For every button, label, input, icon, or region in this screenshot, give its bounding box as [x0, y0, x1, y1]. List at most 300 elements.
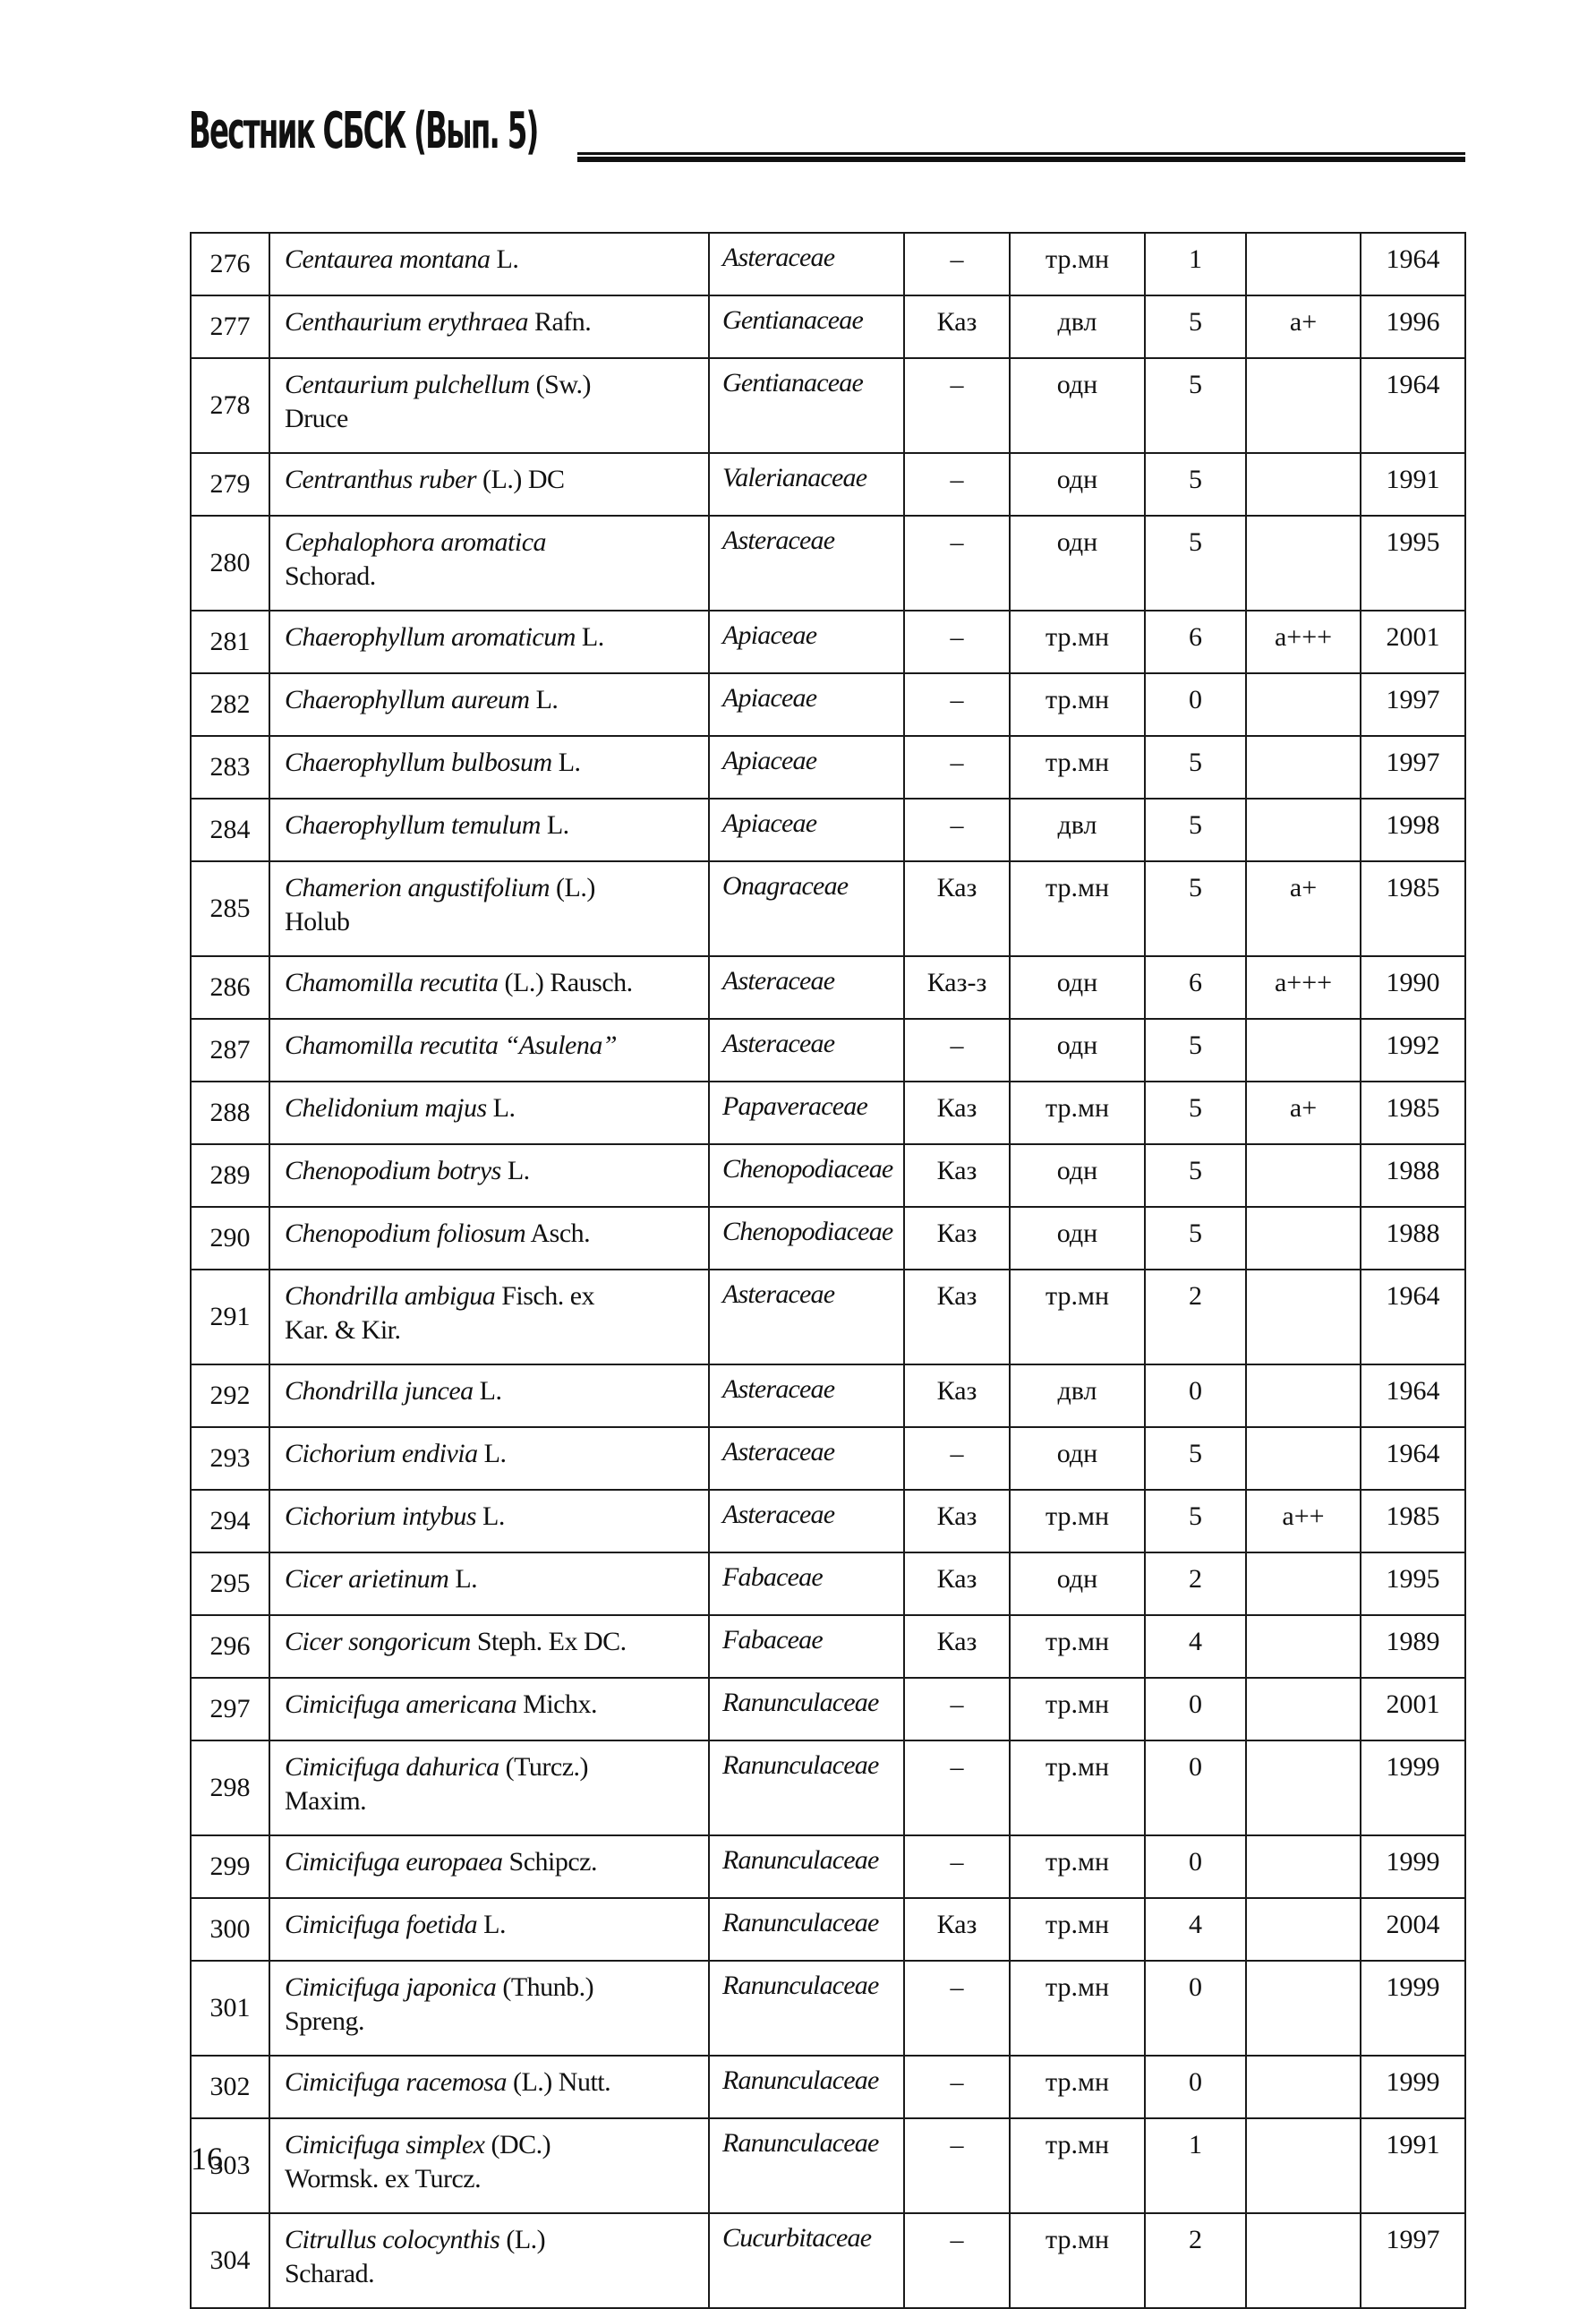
species-name: [269, 956, 709, 1019]
life-form: тр.мн: [1010, 1082, 1145, 1144]
species-name: [269, 1961, 709, 2056]
activity: [1246, 1144, 1361, 1207]
activity: [1246, 1898, 1361, 1961]
activity: [1246, 1678, 1361, 1740]
activity: [1246, 453, 1361, 516]
species-author-line2: Holub: [285, 907, 350, 936]
activity: [1246, 1835, 1361, 1898]
activity: [1246, 358, 1361, 453]
year: 1990: [1361, 956, 1465, 1019]
row-number: 286: [191, 956, 269, 1019]
family-name: Fabaceae: [709, 1552, 904, 1615]
year: 2004: [1361, 1898, 1465, 1961]
score: 5: [1145, 1082, 1246, 1144]
region-status: Каз: [904, 1615, 1010, 1678]
species-latin-name: Chenopodium botrys: [285, 1156, 501, 1185]
family-name: Asteraceae: [709, 233, 904, 295]
region-status: Каз: [904, 1144, 1010, 1207]
region-status: –: [904, 453, 1010, 516]
region-status: –: [904, 1678, 1010, 1740]
region-status: Каз: [904, 1082, 1010, 1144]
species-author: L.: [448, 1564, 478, 1594]
species-name: [269, 736, 709, 799]
species-latin-name: Cicer songoricum: [285, 1627, 471, 1656]
life-form: тр.мн: [1010, 1835, 1145, 1898]
activity: [1246, 1427, 1361, 1490]
year: 1996: [1361, 295, 1465, 358]
year: 1997: [1361, 736, 1465, 799]
region-status: Каз: [904, 1898, 1010, 1961]
score: 2: [1145, 1552, 1246, 1615]
row-number: 276: [191, 233, 269, 295]
row-number: 283: [191, 736, 269, 799]
family-name: Asteraceae: [709, 1019, 904, 1082]
family-name: Ranunculaceae: [709, 1961, 904, 2056]
species-latin-name: Chenopodium foliosum: [285, 1219, 526, 1248]
row-number: 295: [191, 1552, 269, 1615]
score: 5: [1145, 453, 1246, 516]
table-row: [191, 1615, 1465, 1678]
table-row: [191, 1019, 1465, 1082]
species-latin-name: Chondrilla ambigua: [285, 1281, 496, 1311]
score: 4: [1145, 1898, 1246, 1961]
score: 5: [1145, 1207, 1246, 1270]
score: 0: [1145, 2056, 1246, 2118]
species-name: [269, 233, 709, 295]
species-author: L.: [500, 1156, 530, 1185]
species-author: (L.) DC: [476, 465, 565, 494]
life-form: тр.мн: [1010, 861, 1145, 956]
activity: a+: [1246, 861, 1361, 956]
activity: [1246, 1615, 1361, 1678]
row-number: 289: [191, 1144, 269, 1207]
activity: [1246, 1207, 1361, 1270]
species-author: L.: [540, 810, 569, 840]
life-form: одн: [1010, 358, 1145, 453]
region-status: –: [904, 2056, 1010, 2118]
score: 5: [1145, 1427, 1246, 1490]
year: 1964: [1361, 358, 1465, 453]
species-name: [269, 861, 709, 956]
species-author: (Thunb.): [496, 1972, 594, 2002]
activity: [1246, 736, 1361, 799]
family-name: Gentianaceae: [709, 358, 904, 453]
species-latin-name: Chaerophyllum aureum: [285, 685, 530, 714]
life-form: двл: [1010, 799, 1145, 861]
family-name: Asteraceae: [709, 1270, 904, 1364]
family-name: Apiaceae: [709, 799, 904, 861]
activity: [1246, 1364, 1361, 1427]
species-latin-name: Chamerion angustifolium: [285, 873, 550, 902]
species-author: L.: [490, 244, 519, 274]
region-status: –: [904, 736, 1010, 799]
species-author: (L.): [550, 873, 595, 902]
species-latin-name: Centaurium pulchellum: [285, 370, 530, 399]
row-number: 278: [191, 358, 269, 453]
year: 1999: [1361, 1835, 1465, 1898]
year: 1988: [1361, 1207, 1465, 1270]
table-row: [191, 2056, 1465, 2118]
region-status: –: [904, 673, 1010, 736]
activity: [1246, 1961, 1361, 2056]
species-name: [269, 2213, 709, 2308]
region-status: –: [904, 2213, 1010, 2308]
header-rule-thick: [577, 157, 1465, 162]
score: 5: [1145, 516, 1246, 611]
species-name: [269, 1364, 709, 1427]
table-row: [191, 1961, 1465, 2056]
family-name: Ranunculaceae: [709, 2118, 904, 2213]
year: 1985: [1361, 1082, 1465, 1144]
life-form: двл: [1010, 295, 1145, 358]
table-row: [191, 1270, 1465, 1364]
species-name: [269, 453, 709, 516]
table-row: [191, 861, 1465, 956]
table-row: [191, 295, 1465, 358]
region-status: –: [904, 1835, 1010, 1898]
species-name: [269, 295, 709, 358]
year: 1964: [1361, 233, 1465, 295]
year: 1999: [1361, 1961, 1465, 2056]
life-form: одн: [1010, 1144, 1145, 1207]
year: 1999: [1361, 2056, 1465, 2118]
score: 5: [1145, 799, 1246, 861]
score: 5: [1145, 861, 1246, 956]
region-status: –: [904, 2118, 1010, 2213]
journal-title: Вестник СБСК (Вып. 5): [189, 102, 538, 160]
life-form: тр.мн: [1010, 2213, 1145, 2308]
life-form: одн: [1010, 956, 1145, 1019]
species-name: [269, 799, 709, 861]
life-form: тр.мн: [1010, 1740, 1145, 1835]
family-name: Apiaceae: [709, 611, 904, 673]
table-row: [191, 2118, 1465, 2213]
species-author: L.: [476, 1501, 505, 1531]
species-latin-name: Cimicifuga europaea: [285, 1847, 503, 1877]
table-row: [191, 2213, 1465, 2308]
year: 1997: [1361, 673, 1465, 736]
life-form: тр.мн: [1010, 2118, 1145, 2213]
year: 1985: [1361, 1490, 1465, 1552]
activity: [1246, 1552, 1361, 1615]
year: 1997: [1361, 2213, 1465, 2308]
species-name: [269, 1678, 709, 1740]
species-latin-name: Cimicifuga japonica: [285, 1972, 497, 2002]
row-number: 291: [191, 1270, 269, 1364]
table-row: [191, 673, 1465, 736]
species-name: [269, 1552, 709, 1615]
region-status: –: [904, 1961, 1010, 2056]
activity: [1246, 673, 1361, 736]
year: 1991: [1361, 453, 1465, 516]
species-latin-name: Chamomilla recutita: [285, 968, 499, 997]
species-author: Schipcz.: [502, 1847, 597, 1877]
region-status: –: [904, 358, 1010, 453]
species-name: [269, 1898, 709, 1961]
life-form: одн: [1010, 1552, 1145, 1615]
table-row: [191, 956, 1465, 1019]
species-name: [269, 1427, 709, 1490]
life-form: одн: [1010, 1207, 1145, 1270]
region-status: Каз: [904, 1207, 1010, 1270]
year: 1999: [1361, 1740, 1465, 1835]
year: 1991: [1361, 2118, 1465, 2213]
score: 5: [1145, 295, 1246, 358]
species-latin-name: Centaurea montana: [285, 244, 491, 274]
table-row: [191, 233, 1465, 295]
family-name: Chenopodiaceae: [709, 1207, 904, 1270]
score: 0: [1145, 1678, 1246, 1740]
species-latin-name: Chaerophyllum bulbosum: [285, 748, 552, 777]
species-name: [269, 2118, 709, 2213]
life-form: одн: [1010, 1019, 1145, 1082]
year: 2001: [1361, 611, 1465, 673]
activity: [1246, 2056, 1361, 2118]
score: 5: [1145, 1019, 1246, 1082]
year: 1964: [1361, 1270, 1465, 1364]
table-row: [191, 1144, 1465, 1207]
species-author: Rafn.: [527, 307, 592, 337]
region-status: Каз: [904, 1364, 1010, 1427]
species-author-line2: Schorad.: [285, 561, 376, 591]
row-number: 302: [191, 2056, 269, 2118]
score: 5: [1145, 1144, 1246, 1207]
score: 5: [1145, 358, 1246, 453]
species-table-body: [191, 233, 1465, 2308]
header-rule-thin: [577, 152, 1465, 155]
activity: a+++: [1246, 956, 1361, 1019]
table-row: [191, 1552, 1465, 1615]
species-latin-name: Centranthus ruber: [285, 465, 477, 494]
species-name: [269, 1144, 709, 1207]
life-form: тр.мн: [1010, 233, 1145, 295]
family-name: Ranunculaceae: [709, 1678, 904, 1740]
species-author: (DC.): [484, 2130, 551, 2159]
score: 2: [1145, 2213, 1246, 2308]
species-author: (L.) Nutt.: [506, 2067, 611, 2097]
species-name: [269, 1490, 709, 1552]
year: 1989: [1361, 1615, 1465, 1678]
family-name: Asteraceae: [709, 956, 904, 1019]
species-author-line2: Wormsk. ex Turcz.: [285, 2164, 482, 2194]
activity: [1246, 1270, 1361, 1364]
table-row: [191, 1207, 1465, 1270]
row-number: 280: [191, 516, 269, 611]
family-name: Valerianaceae: [709, 453, 904, 516]
species-author: (L.) Rausch.: [498, 968, 633, 997]
region-status: Каз: [904, 861, 1010, 956]
region-status: Каз: [904, 1270, 1010, 1364]
row-number: 292: [191, 1364, 269, 1427]
species-latin-name: Centhaurium erythraea: [285, 307, 528, 337]
species-latin-name: Chamomilla recutita “Asulena”: [285, 1030, 618, 1060]
year: 1988: [1361, 1144, 1465, 1207]
life-form: тр.мн: [1010, 736, 1145, 799]
life-form: тр.мн: [1010, 611, 1145, 673]
species-table: [190, 232, 1466, 2309]
species-author-line2: Scharad.: [285, 2259, 375, 2288]
species-latin-name: Cimicifuga dahurica: [285, 1752, 499, 1782]
score: 6: [1145, 611, 1246, 673]
table-row: [191, 1835, 1465, 1898]
score: 0: [1145, 1835, 1246, 1898]
year: 1985: [1361, 861, 1465, 956]
species-name: [269, 1019, 709, 1082]
row-number: 290: [191, 1207, 269, 1270]
score: 4: [1145, 1615, 1246, 1678]
region-status: –: [904, 233, 1010, 295]
region-status: Каз: [904, 1490, 1010, 1552]
species-author: L.: [575, 622, 604, 652]
score: 5: [1145, 1490, 1246, 1552]
table-row: [191, 799, 1465, 861]
row-number: 282: [191, 673, 269, 736]
year: 2001: [1361, 1678, 1465, 1740]
species-name: [269, 1835, 709, 1898]
score: 0: [1145, 1961, 1246, 2056]
table-row: [191, 1427, 1465, 1490]
table-row: [191, 1678, 1465, 1740]
life-form: тр.мн: [1010, 1678, 1145, 1740]
species-author: L.: [477, 1910, 506, 1939]
score: 1: [1145, 2118, 1246, 2213]
species-latin-name: Citrullus colocynthis: [285, 2225, 500, 2254]
species-author: L.: [529, 685, 559, 714]
species-latin-name: Chelidonium majus: [285, 1093, 487, 1123]
family-name: Gentianaceae: [709, 295, 904, 358]
family-name: Asteraceae: [709, 1364, 904, 1427]
row-number: 301: [191, 1961, 269, 2056]
activity: [1246, 2213, 1361, 2308]
life-form: тр.мн: [1010, 1898, 1145, 1961]
region-status: –: [904, 1019, 1010, 1082]
activity: a+: [1246, 1082, 1361, 1144]
year: 1992: [1361, 1019, 1465, 1082]
row-number: 294: [191, 1490, 269, 1552]
species-latin-name: Cephalophora aromatica: [285, 527, 547, 557]
species-latin-name: Cichorium intybus: [285, 1501, 476, 1531]
row-number: 300: [191, 1898, 269, 1961]
species-author: L.: [477, 1439, 507, 1468]
year: 1995: [1361, 516, 1465, 611]
family-name: Cucurbitaceae: [709, 2213, 904, 2308]
score: 1: [1145, 233, 1246, 295]
species-latin-name: Cimicifuga racemosa: [285, 2067, 507, 2097]
region-status: Каз-з: [904, 956, 1010, 1019]
region-status: –: [904, 799, 1010, 861]
family-name: Apiaceae: [709, 736, 904, 799]
activity: [1246, 1019, 1361, 1082]
row-number: 296: [191, 1615, 269, 1678]
life-form: тр.мн: [1010, 2056, 1145, 2118]
family-name: Papaveraceae: [709, 1082, 904, 1144]
activity: a+++: [1246, 611, 1361, 673]
region-status: –: [904, 516, 1010, 611]
table-row: [191, 1740, 1465, 1835]
species-name: [269, 1615, 709, 1678]
species-author: (L.): [499, 2225, 546, 2254]
activity: [1246, 2118, 1361, 2213]
table-row: [191, 1898, 1465, 1961]
species-latin-name: Cichorium endivia: [285, 1439, 478, 1468]
species-author: Steph. Ex DC.: [470, 1627, 627, 1656]
family-name: Ranunculaceae: [709, 1898, 904, 1961]
table-row: [191, 611, 1465, 673]
species-name: [269, 516, 709, 611]
family-name: Onagraceae: [709, 861, 904, 956]
year: 1995: [1361, 1552, 1465, 1615]
activity: [1246, 516, 1361, 611]
life-form: одн: [1010, 453, 1145, 516]
activity: [1246, 233, 1361, 295]
row-number: 287: [191, 1019, 269, 1082]
species-latin-name: Cimicifuga foetida: [285, 1910, 478, 1939]
activity: [1246, 1740, 1361, 1835]
life-form: одн: [1010, 1427, 1145, 1490]
row-number: 284: [191, 799, 269, 861]
table-row: [191, 1490, 1465, 1552]
table-row: [191, 1082, 1465, 1144]
row-number: 293: [191, 1427, 269, 1490]
species-name: [269, 1740, 709, 1835]
family-name: Ranunculaceae: [709, 1740, 904, 1835]
row-number: 304: [191, 2213, 269, 2308]
species-name: [269, 1082, 709, 1144]
species-latin-name: Chaerophyllum aromaticum: [285, 622, 576, 652]
score: 2: [1145, 1270, 1246, 1364]
row-number: 299: [191, 1835, 269, 1898]
species-author: (Sw.): [529, 370, 592, 399]
species-author-line2: Spreng.: [285, 2006, 364, 2036]
region-status: –: [904, 611, 1010, 673]
family-name: Asteraceae: [709, 1427, 904, 1490]
activity: a++: [1246, 1490, 1361, 1552]
species-author: Michx.: [516, 1689, 597, 1719]
species-latin-name: Cimicifuga simplex: [285, 2130, 485, 2159]
region-status: Каз: [904, 1552, 1010, 1615]
score: 0: [1145, 1364, 1246, 1427]
score: 6: [1145, 956, 1246, 1019]
species-author: Asch.: [525, 1219, 591, 1248]
species-name: [269, 1270, 709, 1364]
family-name: Fabaceae: [709, 1615, 904, 1678]
species-latin-name: Cicer arietinum: [285, 1564, 449, 1594]
species-latin-name: Chondrilla juncea: [285, 1376, 474, 1406]
row-number: 277: [191, 295, 269, 358]
species-author-line2: Kar. & Kir.: [285, 1315, 401, 1345]
species-name: [269, 2056, 709, 2118]
family-name: Asteraceae: [709, 1490, 904, 1552]
score: 0: [1145, 1740, 1246, 1835]
row-number: 285: [191, 861, 269, 956]
family-name: Chenopodiaceae: [709, 1144, 904, 1207]
life-form: тр.мн: [1010, 1961, 1145, 2056]
species-author-line2: Druce: [285, 404, 348, 433]
species-latin-name: Cimicifuga americana: [285, 1689, 517, 1719]
table-row: [191, 1364, 1465, 1427]
year: 1964: [1361, 1427, 1465, 1490]
family-name: Ranunculaceae: [709, 1835, 904, 1898]
life-form: тр.мн: [1010, 1615, 1145, 1678]
table-row: [191, 453, 1465, 516]
family-name: Apiaceae: [709, 673, 904, 736]
species-name: [269, 358, 709, 453]
row-number: 303: [191, 2118, 269, 2213]
species-author-line2: Maxim.: [285, 1786, 367, 1816]
species-author: (Turcz.): [499, 1752, 589, 1782]
region-status: –: [904, 1427, 1010, 1490]
species-author: L.: [551, 748, 581, 777]
